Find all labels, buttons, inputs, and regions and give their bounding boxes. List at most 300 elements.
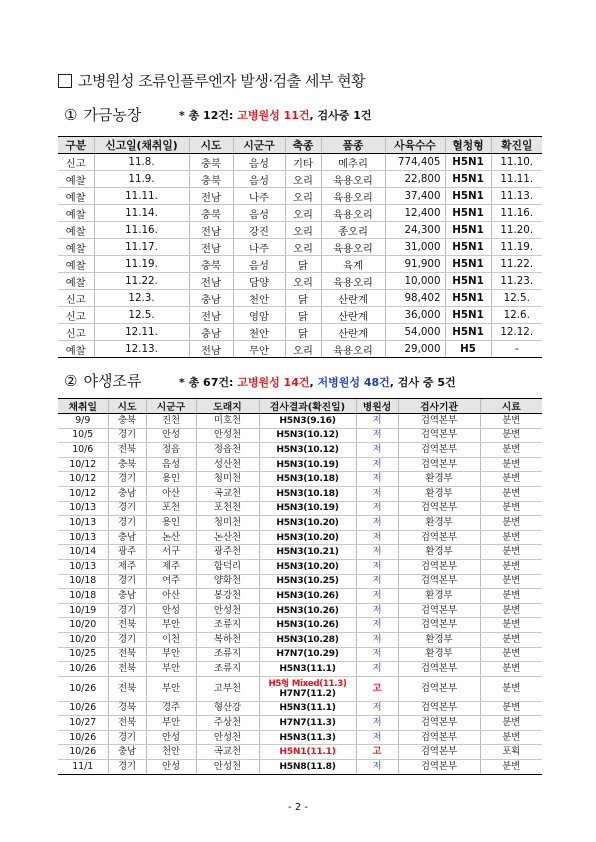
table-cell: 부안: [146, 716, 196, 731]
table-cell: 분변: [480, 647, 542, 662]
table-cell: H5N3(10.19): [259, 501, 356, 516]
table-cell: 31,000: [385, 239, 445, 256]
table-cell: 11.16.: [94, 222, 189, 239]
table-cell: 육용오리: [321, 341, 385, 358]
table-cell: 산란계: [321, 290, 385, 307]
page-number: - 2 -: [288, 802, 308, 813]
table-cell: 종오리: [321, 222, 385, 239]
table-cell: 전북: [108, 647, 146, 662]
section2-title: 야생조류: [83, 372, 142, 390]
table-cell: 12.6.: [491, 307, 542, 324]
table-cell: 환경부: [398, 589, 480, 604]
table-row: [58, 676, 542, 701]
table-cell: 분변: [480, 501, 542, 516]
table-cell: 예찰: [58, 171, 94, 188]
table-cell: 12.11.: [94, 324, 189, 341]
table-cell: 분변: [480, 457, 542, 472]
table-cell: 나주: [233, 188, 285, 205]
table-cell: 37,400: [385, 188, 445, 205]
table-cell: 청미천: [196, 516, 259, 531]
document-title: [58, 70, 365, 91]
wild-bird-table: [58, 398, 542, 775]
table-cell: 11.16.: [491, 205, 542, 222]
table-cell: 10,000: [385, 273, 445, 290]
table-cell: 포천천: [196, 501, 259, 516]
table-cell: H5N1: [445, 188, 491, 205]
table-cell: 예찰: [58, 273, 94, 290]
section2-note: * 총 67건: 고병원성 14건, 저병원성 48건, 검사 중 5건: [179, 376, 456, 389]
table-cell: 검역본부: [398, 730, 480, 745]
table-row: [58, 171, 542, 188]
table-cell: 여주: [146, 574, 196, 589]
table-cell: 육용오리: [321, 205, 385, 222]
table-cell: 11.19.: [491, 239, 542, 256]
table-cell: H5N1: [445, 171, 491, 188]
table-row: [58, 647, 542, 662]
table-cell: 환경부: [398, 632, 480, 647]
table-cell: 분변: [480, 574, 542, 589]
table-cell: 형산강: [196, 701, 259, 716]
table-cell: 천안: [146, 745, 196, 760]
table-cell: 이천: [146, 632, 196, 647]
table-cell: 10/13: [58, 501, 108, 516]
table-cell: 충북: [189, 256, 233, 273]
table-cell: 안성: [146, 760, 196, 775]
table-cell: 환경부: [398, 516, 480, 531]
table-cell: 저: [356, 516, 398, 531]
table-cell: 검역본부: [398, 662, 480, 677]
column-header: 구분: [58, 137, 94, 154]
table-cell: 분변: [480, 632, 542, 647]
mixed-result-line: H5형 Mixed(11.3): [268, 678, 347, 689]
table-cell: 10/20: [58, 632, 108, 647]
table-cell: 검역본부: [398, 530, 480, 545]
table-cell: H5N3(11.1): [259, 662, 356, 677]
table-cell: 전남: [189, 188, 233, 205]
table-cell: 11.13.: [491, 188, 542, 205]
table-cell: 전남: [189, 222, 233, 239]
table-cell: 저: [356, 530, 398, 545]
table-cell: 12.13.: [94, 341, 189, 358]
table-cell: 10/12: [58, 457, 108, 472]
table-cell: 음성: [233, 171, 285, 188]
table-cell: 12.5.: [94, 307, 189, 324]
table-cell: -: [491, 341, 542, 358]
table-cell: 검역본부: [398, 428, 480, 443]
table-row: [58, 545, 542, 560]
table-cell: 고: [356, 676, 398, 701]
table-cell: 12.5.: [491, 290, 542, 307]
table-cell: 11.11.: [94, 188, 189, 205]
table-cell: 검역본부: [398, 603, 480, 618]
checkbox-square-icon: [58, 74, 72, 88]
table-cell: 경북: [108, 701, 146, 716]
table-cell: 분변: [480, 545, 542, 560]
table-cell: H5N1: [445, 290, 491, 307]
table-cell: 분변: [480, 676, 542, 701]
table-cell: 산란계: [321, 324, 385, 341]
table-row: [58, 324, 542, 341]
column-header: 시도: [189, 137, 233, 154]
table-cell: 양화천: [196, 574, 259, 589]
table-cell: 24,300: [385, 222, 445, 239]
table-cell: 전북: [108, 443, 146, 458]
table-cell: 곡교천: [196, 486, 259, 501]
table-cell: 경기: [108, 632, 146, 647]
table-cell: 청미천: [196, 472, 259, 487]
high-path-count: 고병원성 11건: [237, 109, 310, 122]
table-cell: 충북: [189, 154, 233, 171]
table-cell: 안성천: [196, 760, 259, 775]
table-row: [58, 745, 542, 760]
table-cell: 검역본부: [398, 618, 480, 633]
table-cell: 충남: [108, 589, 146, 604]
table-cell: 경기: [108, 574, 146, 589]
table-cell: 안성: [146, 428, 196, 443]
table-cell: 10/26: [58, 676, 108, 701]
table-cell: 충북: [189, 171, 233, 188]
table-cell: 10/25: [58, 647, 108, 662]
table-cell: 11.17.: [94, 239, 189, 256]
table-cell: 분변: [480, 760, 542, 775]
table-cell: 98,402: [385, 290, 445, 307]
table-cell: 저: [356, 662, 398, 677]
table-cell: 충북: [189, 205, 233, 222]
table-cell: 11.22.: [491, 256, 542, 273]
table-cell: 용인: [146, 472, 196, 487]
table-cell: 경주: [146, 701, 196, 716]
table-cell: H5N3(10.18): [259, 472, 356, 487]
table-row: [58, 428, 542, 443]
table-cell: H5N3(10.21): [259, 545, 356, 560]
table-row: [58, 472, 542, 487]
table-cell: 아산: [146, 486, 196, 501]
table-cell: 천안: [233, 290, 285, 307]
table-cell: 저: [356, 760, 398, 775]
table-cell: 검역본부: [398, 559, 480, 574]
table-cell: 전북: [108, 618, 146, 633]
table-row: [58, 716, 542, 731]
table-row: [58, 730, 542, 745]
table-cell: 부안: [146, 662, 196, 677]
table-cell: 전남: [189, 307, 233, 324]
table-cell: 분변: [480, 530, 542, 545]
table-cell: 저: [356, 603, 398, 618]
table-cell: 10/12: [58, 486, 108, 501]
table-row: [58, 632, 542, 647]
table-row: [58, 501, 542, 516]
table-cell: 10/18: [58, 574, 108, 589]
table-cell: 10/12: [58, 472, 108, 487]
table-cell: H5N1: [445, 205, 491, 222]
table-cell: 경기: [108, 516, 146, 531]
table-cell: H5N3(10.12): [259, 443, 356, 458]
table-cell: 주상천: [196, 716, 259, 731]
table-cell: 예찰: [58, 256, 94, 273]
table-row: [58, 239, 542, 256]
table-cell: 12,400: [385, 205, 445, 222]
table-cell: 용인: [146, 516, 196, 531]
table-cell: 저: [356, 472, 398, 487]
table-row: [58, 559, 542, 574]
table-cell: 저: [356, 559, 398, 574]
table-cell: 오리: [285, 273, 321, 290]
table-cell: 조류지: [196, 647, 259, 662]
table-cell: 육용오리: [321, 273, 385, 290]
table-cell: 기타: [285, 154, 321, 171]
table-cell: 9/9: [58, 414, 108, 429]
table-cell: 10/18: [58, 589, 108, 604]
table-cell: H5N3(9.16): [259, 414, 356, 429]
table-cell: 정읍: [146, 443, 196, 458]
table-cell: 검역본부: [398, 414, 480, 429]
table-row: [58, 701, 542, 716]
table-cell: 닭: [285, 290, 321, 307]
low-path-count: 저병원성 48건: [317, 376, 390, 389]
column-header: 시도: [108, 399, 146, 414]
table-cell: 충남: [189, 324, 233, 341]
table-cell: H5N3(10.25): [259, 574, 356, 589]
table-cell: 분변: [480, 589, 542, 604]
table-cell: H5: [445, 341, 491, 358]
table-cell: 경기: [108, 730, 146, 745]
table-cell: 곡교천: [196, 745, 259, 760]
mixed-result-line: H7N7(11.2): [279, 687, 336, 699]
table-cell: H5N1: [445, 324, 491, 341]
table-row: [58, 516, 542, 531]
table-cell: 닭: [285, 307, 321, 324]
high-path-count: 고병원성 14건: [237, 376, 310, 389]
column-header: 시군구: [233, 137, 285, 154]
table-cell: 환경부: [398, 472, 480, 487]
table-cell: 분변: [480, 603, 542, 618]
table-cell: 광주천: [196, 545, 259, 560]
table-row: [58, 205, 542, 222]
table-cell: 분변: [480, 516, 542, 531]
column-header: 시료: [480, 399, 542, 414]
table-cell: 저: [356, 443, 398, 458]
table-cell: H5N3(10.26): [259, 618, 356, 633]
table-row: [58, 188, 542, 205]
table-cell: 분변: [480, 559, 542, 574]
table-cell: 29,000: [385, 341, 445, 358]
table-cell: 검역본부: [398, 745, 480, 760]
table-row: [58, 603, 542, 618]
table-cell: 저: [356, 589, 398, 604]
table-cell: 검역본부: [398, 574, 480, 589]
table-cell: 전남: [189, 341, 233, 358]
table-row: [58, 273, 542, 290]
table-cell: 오리: [285, 341, 321, 358]
table-cell: 검역본부: [398, 716, 480, 731]
table-cell: 논산: [146, 530, 196, 545]
table-cell: 검역본부: [398, 457, 480, 472]
table-cell: 검역본부: [398, 501, 480, 516]
table-cell: 닭: [285, 324, 321, 341]
table-cell: 음성: [233, 205, 285, 222]
table-cell: 음성: [233, 154, 285, 171]
section1-note: * 총 12건: 고병원성 11건, 검사중 1건: [179, 109, 372, 122]
table-cell: 분변: [480, 428, 542, 443]
table-cell: H5N3(11.1): [259, 701, 356, 716]
table-cell: 안성: [146, 603, 196, 618]
table-row: [58, 290, 542, 307]
table-row: [58, 589, 542, 604]
table-cell: 저: [356, 716, 398, 731]
table-cell: 봉강천: [196, 589, 259, 604]
table-cell: 오리: [285, 188, 321, 205]
table-cell: 무안: [233, 341, 285, 358]
table-row: [58, 662, 542, 677]
column-header: 병원성: [356, 399, 398, 414]
table-cell: H5N1: [445, 222, 491, 239]
table-cell: 분변: [480, 472, 542, 487]
section1-header: [64, 104, 372, 125]
table-cell: 10/13: [58, 516, 108, 531]
column-header: 채취일: [58, 399, 108, 414]
table-header-row: [58, 137, 542, 154]
table-row: [58, 443, 542, 458]
table-row: [58, 618, 542, 633]
table-cell: 오리: [285, 171, 321, 188]
table-cell: 검역본부: [398, 760, 480, 775]
table-cell: 신고: [58, 290, 94, 307]
table-cell: 10/26: [58, 662, 108, 677]
table-cell: 검역본부: [398, 443, 480, 458]
table-cell: 저: [356, 414, 398, 429]
table-cell: 예찰: [58, 222, 94, 239]
section2-number: ②: [64, 372, 78, 390]
table-cell: 10/20: [58, 618, 108, 633]
section1-title: 가금농장: [83, 106, 142, 124]
table-cell: 분변: [480, 716, 542, 731]
table-cell: 분변: [480, 701, 542, 716]
table-cell: 10/26: [58, 730, 108, 745]
table-cell: 논산천: [196, 530, 259, 545]
table-cell: 11.20.: [491, 222, 542, 239]
table-cell: H5N3(11.3): [259, 730, 356, 745]
table-cell: 오리: [285, 239, 321, 256]
table-cell: 신고: [58, 324, 94, 341]
column-header: 혈청형: [445, 137, 491, 154]
table-cell: 아산: [146, 589, 196, 604]
table-cell: 분변: [480, 662, 542, 677]
table-cell: 진천: [146, 414, 196, 429]
table-cell: H5N1: [445, 239, 491, 256]
table-cell: 경기: [108, 472, 146, 487]
table-cell: H7N7(11.3): [259, 716, 356, 731]
table-cell: H5N3(10.26): [259, 603, 356, 618]
table-cell: 복하천: [196, 632, 259, 647]
column-header: 신고일(채취일): [94, 137, 189, 154]
table-cell: 저: [356, 701, 398, 716]
table-cell: 육용오리: [321, 188, 385, 205]
table-cell: 분변: [480, 618, 542, 633]
table-cell: 11/1: [58, 760, 108, 775]
table-cell: 성산천: [196, 457, 259, 472]
table-cell: 10/27: [58, 716, 108, 731]
table-cell: 예찰: [58, 341, 94, 358]
table-cell: 저: [356, 632, 398, 647]
table-cell: 포획: [480, 745, 542, 760]
table-header-row: [58, 399, 542, 414]
table-cell: 함덕리: [196, 559, 259, 574]
table-cell: 예찰: [58, 188, 94, 205]
table-cell: 10/13: [58, 559, 108, 574]
table-cell: 12.12.: [491, 324, 542, 341]
table-cell: H5N3(10.20): [259, 516, 356, 531]
table-cell: 저: [356, 501, 398, 516]
table-row: [58, 307, 542, 324]
table-cell: H5N3(10.26): [259, 589, 356, 604]
table-cell: 예찰: [58, 239, 94, 256]
table-cell: 제주: [108, 559, 146, 574]
table-row: [58, 530, 542, 545]
table-cell: 포천: [146, 501, 196, 516]
table-cell: H5N1(11.1): [259, 745, 356, 760]
table-cell: 전북: [108, 716, 146, 731]
table-row: [58, 457, 542, 472]
table-cell: 11.22.: [94, 273, 189, 290]
table-cell: 천안: [233, 324, 285, 341]
table-cell: 12.3.: [94, 290, 189, 307]
table-cell: 제주: [146, 559, 196, 574]
table-cell: 메추리: [321, 154, 385, 171]
table-cell: 54,000: [385, 324, 445, 341]
table-row: [58, 414, 542, 429]
table-cell: 검역본부: [398, 701, 480, 716]
table-cell: 저: [356, 730, 398, 745]
table-cell: H5N8(11.8): [259, 760, 356, 775]
table-cell: H5N3(10.19): [259, 457, 356, 472]
table-cell: 11.23.: [491, 273, 542, 290]
table-cell: 경기: [108, 428, 146, 443]
table-cell: 충북: [108, 457, 146, 472]
table-cell: 774,405: [385, 154, 445, 171]
column-header: 확진일: [491, 137, 542, 154]
table-cell: 신고: [58, 307, 94, 324]
table-cell: H5N1: [445, 154, 491, 171]
column-header: 검사결과(확진일): [259, 399, 356, 414]
table-cell: 11.10.: [491, 154, 542, 171]
table-cell: [259, 676, 356, 701]
table-cell: 충북: [108, 414, 146, 429]
table-cell: 10/19: [58, 603, 108, 618]
table-cell: 부안: [146, 618, 196, 633]
table-cell: 미호천: [196, 414, 259, 429]
table-cell: 분변: [480, 414, 542, 429]
table-cell: 10/6: [58, 443, 108, 458]
table-cell: 91,900: [385, 256, 445, 273]
table-cell: 충남: [189, 290, 233, 307]
section1-number: ①: [64, 106, 78, 124]
column-header: 사육수수: [385, 137, 445, 154]
table-row: [58, 574, 542, 589]
table-row: [58, 486, 542, 501]
table-cell: 저: [356, 574, 398, 589]
table-cell: 나주: [233, 239, 285, 256]
table-cell: 저: [356, 428, 398, 443]
table-cell: H5N3(10.12): [259, 428, 356, 443]
table-cell: 고부천: [196, 676, 259, 701]
table-cell: 충남: [108, 530, 146, 545]
table-cell: 전북: [108, 676, 146, 701]
table-cell: 분변: [480, 443, 542, 458]
table-cell: 신고: [58, 154, 94, 171]
table-row: [58, 341, 542, 358]
table-cell: 10/5: [58, 428, 108, 443]
table-row: [58, 222, 542, 239]
